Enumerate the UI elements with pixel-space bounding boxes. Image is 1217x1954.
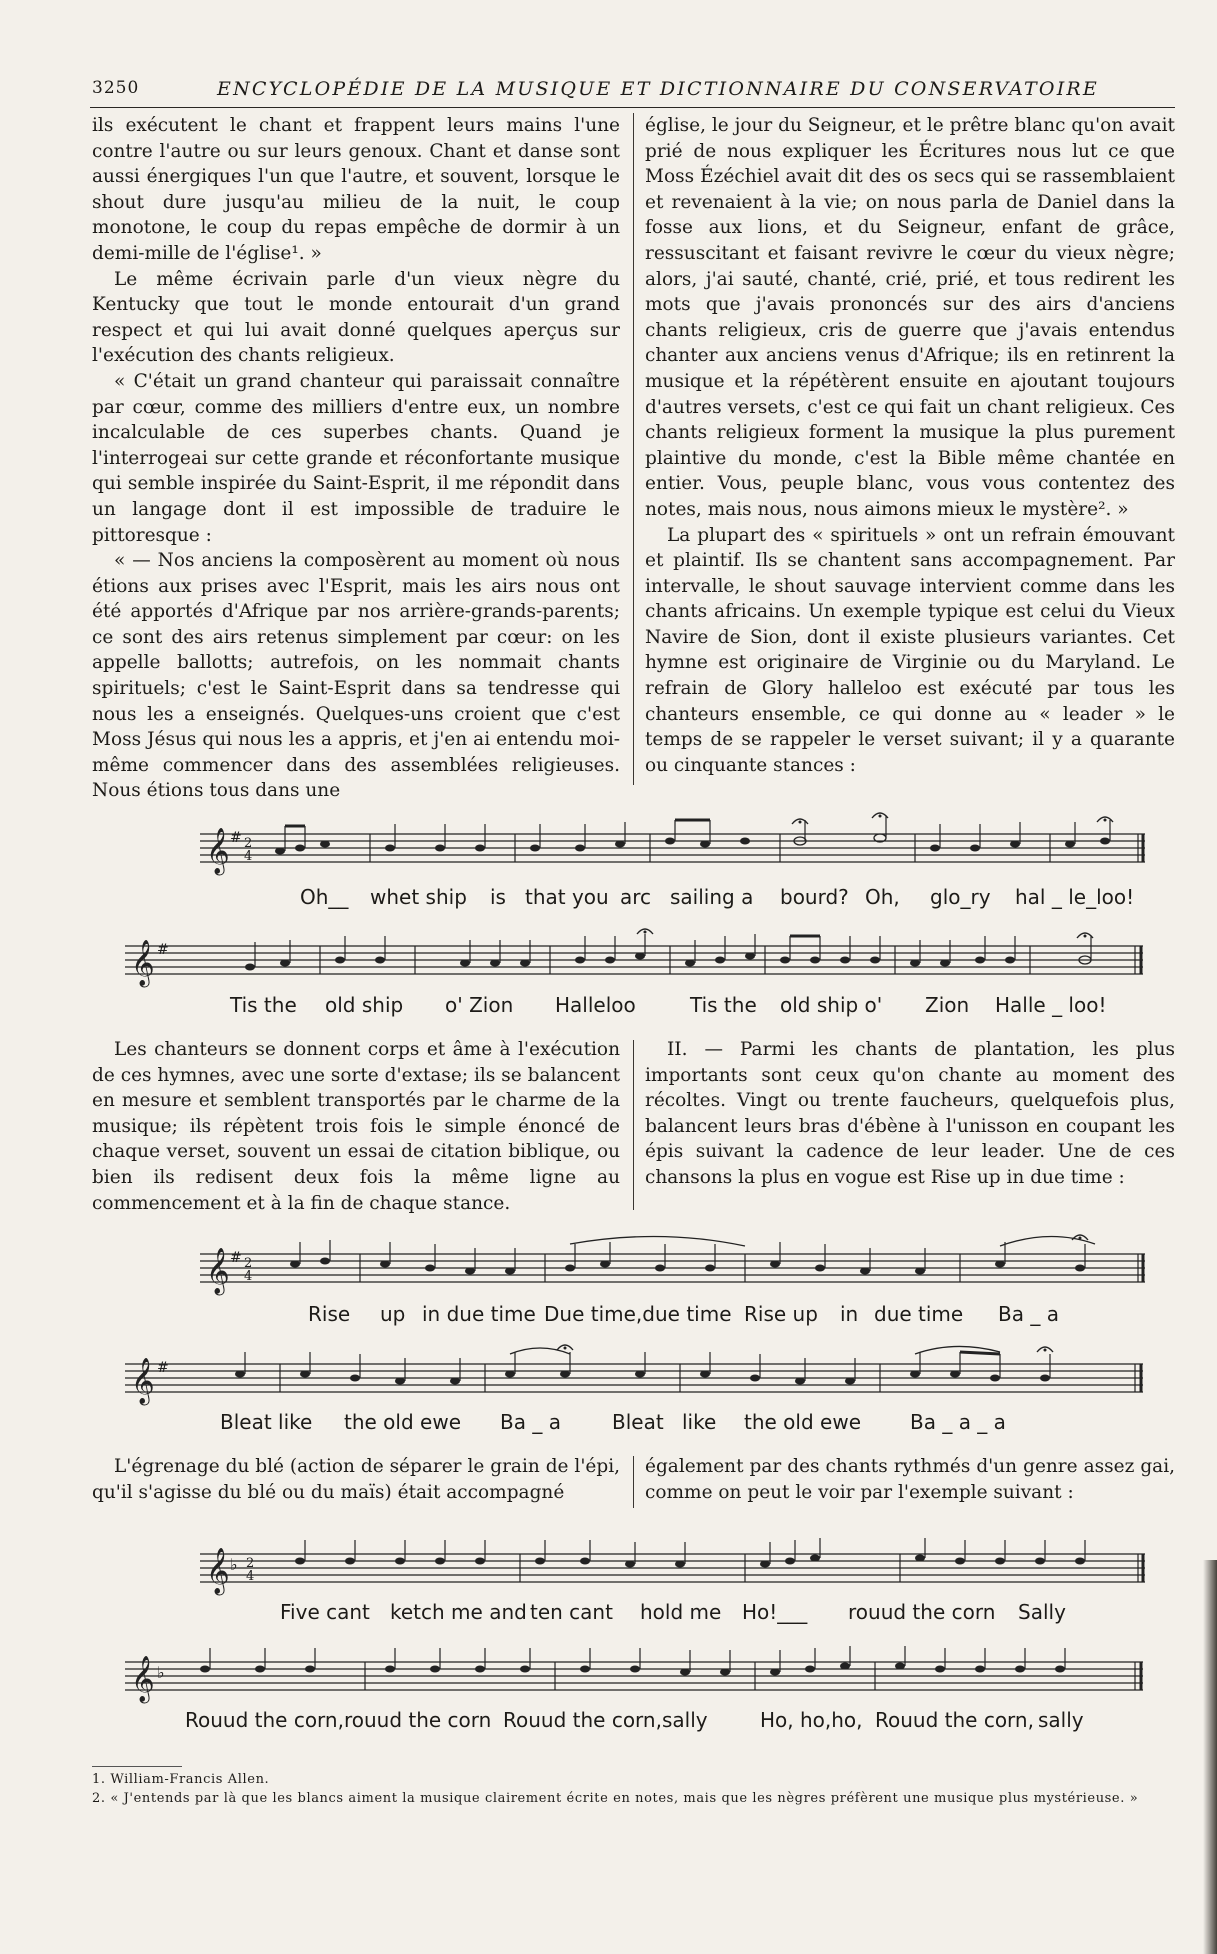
lyric: Rouud the corn,rouud the corn: [185, 1708, 492, 1732]
lyric: Halleloo: [555, 993, 636, 1017]
lyric: Rise up: [744, 1302, 818, 1326]
lyric: Rouud the corn,sally: [503, 1708, 708, 1732]
staff-svg: [125, 1648, 1145, 1708]
lyric: sailing a: [670, 885, 754, 909]
lyric: Ho, ho,ho,: [760, 1708, 863, 1732]
lyric: like: [682, 1410, 717, 1434]
right-column-top: [645, 113, 1175, 778]
column-divider: [633, 1040, 634, 1210]
svg-text:#: #: [230, 830, 242, 846]
left-column-low: [92, 1454, 620, 1505]
staff-svg: [200, 1240, 1150, 1300]
paragraph: « — Nos anciens la composèrent au moment où nous étions aux prises avec l'Esprit, mais les airs nous ont été apportés d'Afrique par nos arrière-grands-parents; ce sont des airs retenus simplement par cœur: on les appelle ballotts; autrefois, on les nommait chants spirituels; c'est le Saint-Esprit dans sa tendresse qui nous les a enseignés. Quelques-uns croient que c'est Moss Jésus qui nous les a appris, et j'en ai entendu moi-même commencer dans des assemblées religieuses. Nous étions tous dans une: [92, 550, 620, 802]
svg-text:4: 4: [246, 1569, 255, 1584]
left-column-mid: [92, 1037, 620, 1216]
lyric: the old ewe: [344, 1410, 461, 1434]
page-number: 3250: [92, 78, 140, 98]
svg-text:#: #: [157, 1360, 169, 1376]
lyric: Ba _ a _ a: [910, 1410, 1006, 1434]
staff-svg: [200, 820, 1150, 880]
svg-text:2: 2: [244, 836, 253, 851]
svg-text:♭: ♭: [157, 1663, 165, 1682]
svg-text:4: 4: [244, 849, 253, 864]
svg-text:𝄞: 𝄞: [131, 940, 155, 986]
lyric: ten cant: [530, 1600, 613, 1624]
paragraph: ils exécutent le chant et frappent leurs mains l'une contre l'autre ou sur leurs genoux. Chant et danse sont aussi énergiques l'un que l'autre, et souvent, lorsque le shout dure jusqu'au milieu de la nuit, le coup monotone, le coup du repas empêche de dormir à un demi-mille de l'église¹. »: [92, 115, 620, 264]
lyric: arc: [620, 885, 652, 909]
lyric: Oh,: [865, 885, 900, 909]
music-staff-zion-1: [200, 820, 1150, 880]
svg-text:𝄞: 𝄞: [206, 1248, 230, 1294]
lyric: Ho!___: [742, 1600, 808, 1624]
svg-text:𝄞: 𝄞: [206, 828, 230, 874]
paragraph: « C'était un grand chanteur qui paraissait connaître par cœur, comme des milliers d'entre eux, un nombre incalculable de ces superbes chants. Quand je l'interrogeai sur cette grande et réconfortante musique qui semble inspirée du Saint-Esprit, il me répondit dans un langage dont il est impossible de traduire le pittoresque :: [92, 370, 620, 546]
svg-text:2: 2: [246, 1556, 255, 1571]
lyrics-rise-1: [308, 1302, 1158, 1328]
header-rule: [90, 107, 1175, 108]
right-column-low: [645, 1454, 1175, 1505]
paragraph: L'égrenage du blé (action de séparer le grain de l'épi, qu'il s'agisse du blé ou du maïs) était accompagné: [92, 1456, 620, 1503]
lyric: old ship: [325, 993, 404, 1017]
footnote-rule: [92, 1766, 182, 1767]
lyric: Bleat: [612, 1410, 664, 1434]
lyric: Tis the: [230, 993, 297, 1017]
svg-text:𝄞: 𝄞: [131, 1656, 155, 1702]
lyric: Bleat like: [220, 1410, 313, 1434]
lyric: Zion: [925, 993, 970, 1017]
lyric: Ba _ a: [998, 1302, 1059, 1326]
lyric: hold me: [640, 1600, 722, 1624]
column-divider: [633, 1456, 634, 1508]
paragraph: également par des chants rythmés d'un genre assez gai, comme on peut le voir par l'exemple suivant :: [645, 1456, 1175, 1503]
lyric: old ship o': [780, 993, 883, 1017]
paragraph: église, le jour du Seigneur, et le prêtre blanc qu'on avait prié de nous expliquer les Écritures nous lut ce que Moss Ézéchiel avait dit des os secs qui se rassemblaient et revenaient à la vie; on nous parla de Daniel dans la fosse aux lions, et du Seigneur, enfant de grâce, ressuscitant et faisant revivre le cœur du vieux nègre; alors, j'ai sauté, chanté, crié, prié, et tous redirent les mots que j'avais prononcés sur des airs d'anciens chants religieux, cris de guerre que j'avais entendus chanter aux anciens venus d'Afrique; ils en retinrent la musique et la répétèrent ensuite en ajoutant toujours d'autres versets, c'est ce qui fait un chant religieux. Ces chants religieux forment la musique la plus purement plaintive du monde, c'est la Bible même chantée en entier. Vous, peuple blanc, vous vous contentez des notes, mais nous, nous aimons mieux le mystère². »: [645, 115, 1175, 520]
music-staff-rise-1: [200, 1240, 1150, 1300]
svg-text:𝄞: 𝄞: [206, 1548, 230, 1594]
lyric: the old ewe: [744, 1410, 861, 1434]
lyrics-corn-1: [280, 1600, 1140, 1626]
svg-text:♭: ♭: [230, 1555, 238, 1574]
lyrics-rise-2: [220, 1410, 1140, 1436]
column-divider: [633, 113, 634, 785]
page-header: [92, 78, 1172, 104]
lyrics-zion-1: [300, 885, 1160, 911]
staff-svg: [200, 1540, 1150, 1600]
lyric: Halle _ loo!: [995, 993, 1107, 1017]
svg-text:𝄞: 𝄞: [131, 1358, 155, 1404]
lyric: o' Zion: [445, 993, 514, 1017]
lyric: whet ship: [370, 885, 467, 909]
lyric: ketch me and: [390, 1600, 527, 1624]
svg-text:2: 2: [244, 1256, 253, 1271]
left-column-top: [92, 113, 620, 804]
svg-text:4: 4: [244, 1269, 253, 1284]
paragraph: Le même écrivain parle d'un vieux nègre du Kentucky que tout le monde entourait d'un grand respect et qui lui avait donné quelques aperçus sur l'exécution des chants religieux.: [92, 268, 620, 367]
lyric: Due time,due time: [544, 1302, 732, 1326]
lyrics-zion-2: [230, 993, 1130, 1019]
footnote: 2. « J'entends par là que les blancs aiment la musique clairement écrite en notes, mais que les nègres préfèrent une musique plus mystérieuse. »: [92, 1791, 1139, 1806]
staff-svg: [125, 1350, 1145, 1410]
svg-text:#: #: [157, 942, 169, 958]
staff-svg: [125, 932, 1145, 992]
lyric: sally: [1038, 1708, 1084, 1732]
lyric: in due time: [422, 1302, 536, 1326]
page-edge-shadow: [1203, 1560, 1217, 1954]
music-staff-corn-2: [125, 1648, 1145, 1708]
running-title: ENCYCLOPÉDIE DE LA MUSIQUE ET DICTIONNAIRE DU CONSERVATOIRE: [217, 78, 1099, 100]
footnotes: [92, 1770, 1177, 1808]
lyric: Rouud the corn,: [875, 1708, 1034, 1732]
lyric: bourd?: [780, 885, 849, 909]
music-staff-corn-1: [200, 1540, 1150, 1600]
footnote: 1. William-Francis Allen.: [92, 1772, 270, 1787]
paragraph: II. — Parmi les chants de plantation, les plus importants sont ceux qu'on chante au moment des récoltes. Vingt ou trente faucheurs, quelquefois plus, balancent leurs bras d'ébène à l'unisson en coupant les épis suivant la cadence de leur leader. Une de ces chansons la plus en vogue est Rise up in due time :: [645, 1039, 1175, 1188]
lyric: Oh__: [300, 885, 349, 909]
lyric: Five cant: [280, 1600, 370, 1624]
lyric: Tis the: [690, 993, 757, 1017]
lyric: in: [840, 1302, 859, 1326]
lyric: that you: [525, 885, 609, 909]
lyric: Rise: [308, 1302, 351, 1326]
lyric: hal _ le_loo!: [1015, 885, 1135, 909]
lyrics-corn-2: [185, 1708, 1145, 1734]
lyric: rouud the corn: [848, 1600, 996, 1624]
lyric: due time: [874, 1302, 964, 1326]
lyric: up: [380, 1302, 406, 1326]
svg-text:#: #: [230, 1250, 242, 1266]
lyric: is: [490, 885, 506, 909]
music-staff-rise-2: [125, 1350, 1145, 1410]
paragraph: Les chanteurs se donnent corps et âme à l'exécution de ces hymnes, avec une sorte d'extase; ils se balancent en mesure et semblent transportés par le charme de la musique; ils répètent trois fois le simple énoncé de chaque verset, souvent un essai de citation biblique, ou bien ils redisent deux fois la même ligne au commencement et à la fin de chaque stance.: [92, 1039, 620, 1214]
lyric: Ba _ a: [500, 1410, 561, 1434]
right-column-mid: [645, 1037, 1175, 1191]
paragraph: La plupart des « spirituels » ont un refrain émouvant et plaintif. Ils se chantent sans accompagnement. Par intervalle, le shout sauvage intervient comme dans les chants africains. Un exemple typique est celui du Vieux Navire de Sion, dont il existe plusieurs variantes. Cet hymne est originaire de Virginie ou du Maryland. Le refrain de Glory halleloo est exécuté par tous les chanteurs ensemble, ce qui donne au « leader » le temps de se rappeler le verset suivant; il y a quarante ou cinquante stances :: [645, 524, 1175, 776]
lyric: Sally: [1018, 1600, 1066, 1624]
music-staff-zion-2: [125, 932, 1145, 992]
lyric: glo_ry: [930, 885, 991, 909]
